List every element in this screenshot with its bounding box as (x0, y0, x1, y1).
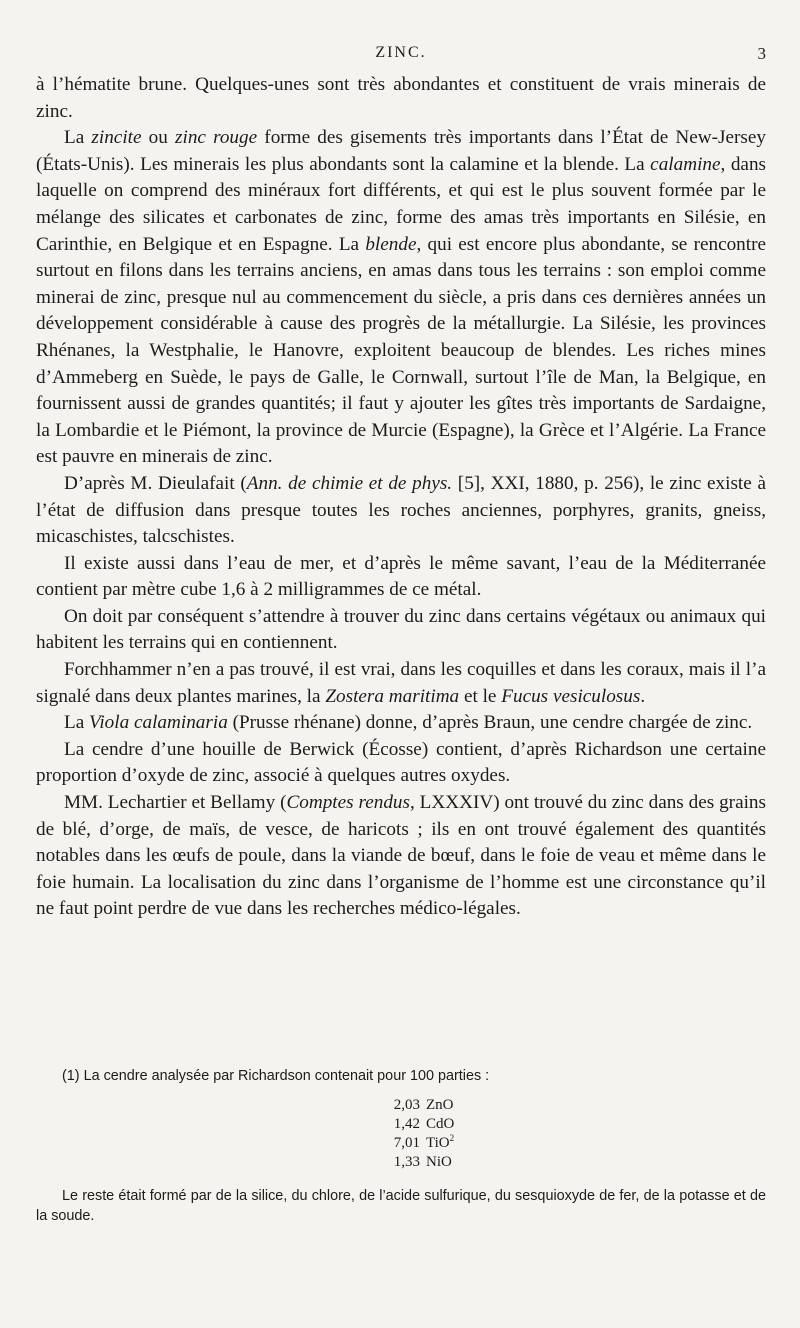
paragraph (36, 737, 766, 790)
text-run: La (64, 712, 90, 734)
paragraph (36, 710, 766, 737)
footnote (36, 1066, 766, 1226)
text-run: D’après M. Dieulafait ( (64, 472, 247, 494)
italic-term: Zostera maritima (325, 685, 460, 707)
text-run: , qui est encore plus abondante, se rencontre surtout en filons dans les terrains anciens, en amas dans tous les terrains : son emploi comme minerai de zinc, presque nul au commencement du siècle, a pris dans ces dernières années un développement considérable à cause des progrès de la métallurgie. La Silésie, les provinces Rhénanes, la Westphalie, le Hanovre, exploitent beaucoup de blendes. Les riches mines d’Ammeberg en Suède, le pays de Galle, le Cornwall, surtout l’île de Man, la Belgique, en fournissent aussi de grandes quantités; il faut y ajouter les gîtes très importants de Sardaigne, la Lombardie et le Piémont, la province de Murcie (Espagne), la Grèce et l’Algérie. La France est pauvre en minerais de zinc. (36, 233, 767, 468)
text-run: forme des gisements très importants dans l’État de New-Jersey (États-Unis). Les minerais les plus abondants sont la calamine et la blende. La (36, 127, 766, 175)
paragraph (36, 657, 766, 710)
paragraph (36, 551, 766, 604)
text-run: [5], XXI, 1880, p. 256), le zinc existe à l’état de diffusion dans presque toutes les roches anciennes, porphyres, granits, gneiss, micaschistes, talcschistes. (36, 472, 766, 548)
italic-term: Comptes rendus (286, 792, 410, 814)
text-run: Il existe aussi dans l’eau de mer, et d’après le même savant, l’eau de la Méditerranée contient par mètre cube 1,6 à 2 milligrammes de ce métal. (36, 552, 766, 601)
composition-formula (426, 1153, 452, 1172)
text-run: Forchhammer n’en a pas trouvé, il est vrai, dans les coquilles et dans les coraux, mais il l’a signalé dans deux plantes marines, la (36, 659, 766, 707)
formula-text: NiO (426, 1154, 452, 1170)
composition-row (368, 1134, 766, 1153)
running-title: ZINC. (375, 44, 427, 61)
footnote-intro: (1) La cendre analysée par Richardson contenait pour 100 parties : (62, 1068, 490, 1084)
formula-text: ZnO (426, 1097, 454, 1113)
italic-term: Ann. de chimie et de phys. (246, 472, 453, 494)
italic-term: Viola calaminaria (89, 712, 228, 734)
composition-row (368, 1096, 766, 1115)
text-run: On doit par conséquent s’attendre à trouver du zinc dans certains végétaux ou animaux qui habitent les terrains qui en contiennent. (36, 605, 766, 654)
text-run: à l’hématite brune. Quelques-unes sont très abondantes et constituent de vrais minerais de zinc. (36, 74, 766, 122)
text-run: ou (141, 127, 176, 149)
text-run: . (640, 685, 646, 707)
composition-formula (426, 1096, 454, 1115)
paragraph (36, 72, 766, 125)
paragraph (36, 125, 766, 471)
footnote-closing: Le reste était formé par de la silice, du chlore, de l’acide sulfurique, du sesquioxyde de fer, de la potasse et de la soude. (36, 1188, 766, 1224)
italic-term: zinc rouge (175, 127, 258, 149)
italic-term: calamine (650, 153, 721, 175)
page-header (36, 44, 766, 68)
text-run: La (64, 127, 92, 149)
paragraph (36, 471, 766, 551)
composition-formula (426, 1134, 454, 1153)
text-run: MM. Lechartier et Bellamy ( (64, 792, 287, 814)
composition-table (368, 1096, 766, 1172)
text-run: , LXXXIV) ont trouvé du zinc dans des grains de blé, d’orge, de maïs, de vesce, de haricots ; ils en ont trouvé également des quantités notables dans les œufs de poule, dans la viande de bœuf, dans le foie de veau et même dans le foie humain. La localisation du zinc dans l’organisme de l’homme est une circonstance qu’il ne faut point perdre de vue dans les recherches médico-légales. (36, 792, 766, 920)
formula-subscript: 2 (449, 1133, 455, 1143)
text-run: (Prusse rhénane) donne, d’après Braun, une cendre chargée de zinc. (227, 712, 753, 734)
formula-text: TiO (426, 1135, 450, 1151)
text-run: et le (459, 685, 502, 707)
composition-value: 1,33 (393, 1154, 420, 1170)
composition-value: 1,42 (393, 1116, 420, 1132)
composition-row (368, 1115, 766, 1134)
italic-term: blende (365, 233, 417, 255)
composition-value: 2,03 (393, 1097, 420, 1113)
paragraph (36, 790, 766, 923)
formula-text: CdO (426, 1116, 455, 1132)
page-number: 3 (757, 44, 766, 63)
text-run: , dans laquelle on comprend des minéraux fort différents, et qui est le plus souvent formée par le mélange des silicates et carbonates de zinc, forme des amas très importants en Silésie, en Carinthie, en Belgique et en Espagne. La (36, 153, 767, 255)
composition-formula (426, 1115, 454, 1134)
body-text (36, 72, 766, 923)
italic-term: zincite (91, 127, 142, 149)
paragraph (36, 604, 766, 657)
composition-row (368, 1153, 766, 1172)
composition-value: 7,01 (393, 1135, 420, 1151)
italic-term: Fucus vesiculosus (501, 685, 641, 707)
text-run: La cendre d’une houille de Berwick (Écosse) contient, d’après Richardson une certaine proportion d’oxyde de zinc, associé à quelques autres oxydes. (36, 738, 766, 787)
